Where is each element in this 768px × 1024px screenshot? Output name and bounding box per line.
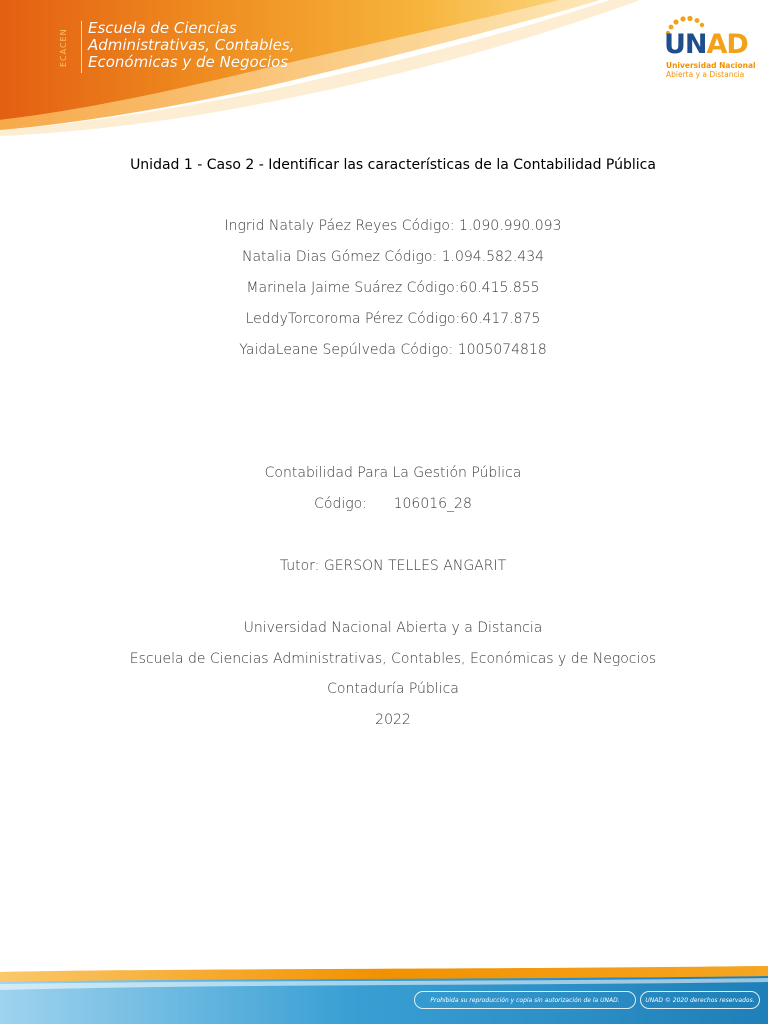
document-title: Unidad 1 - Caso 2 - Identificar las características de la Contabilidad Pública <box>130 157 656 173</box>
student-line: LeddyTorcoroma Pérez Código:60.417.875 <box>245 311 541 327</box>
footer-rights-notice: UNAD © 2020 derechos reservados. <box>640 991 760 1009</box>
school-name-line: Administrativas, Contables, <box>88 36 295 54</box>
student-line: Natalia Dias Gómez Código: 1.094.582.434 <box>241 249 545 265</box>
program-name: Contaduría Pública <box>327 681 459 697</box>
course-name: Contabilidad Para La Gestión Pública <box>264 465 522 481</box>
student-line: Marinela Jaime Suárez Código:60.415.855 <box>246 280 540 296</box>
school-name-line: Económicas y de Negocios <box>88 53 289 71</box>
logo-subtitle: Universidad Nacional Abierta y a Distancia <box>666 61 756 79</box>
ecacen-vertical-label: ECACEN <box>59 28 68 68</box>
university-name: Universidad Nacional Abierta y a Distancia <box>243 620 543 636</box>
school-name-line: Escuela de Ciencias <box>88 19 237 37</box>
student-line: YaidaLeane Sepúlveda Código: 1005074818 <box>239 342 547 358</box>
tutor-line: Tutor: GERSON TELLES ANGARIT <box>279 558 507 574</box>
school-name-header <box>88 20 295 71</box>
footer-copy-notice: Prohibida su reproducción y copia sin autorización de la UNAD. <box>414 991 636 1009</box>
course-code: Código: 106016_28 <box>314 496 472 512</box>
unad-logo <box>660 16 756 86</box>
logo-wordmark: UNAD <box>664 29 748 60</box>
document-year: 2022 <box>375 712 411 728</box>
school-name: Escuela de Ciencias Administrativas, Contables, Económicas y de Negocios <box>129 651 657 667</box>
student-line: Ingrid Nataly Páez Reyes Código: 1.090.990.093 <box>224 218 562 234</box>
school-divider <box>81 21 82 73</box>
